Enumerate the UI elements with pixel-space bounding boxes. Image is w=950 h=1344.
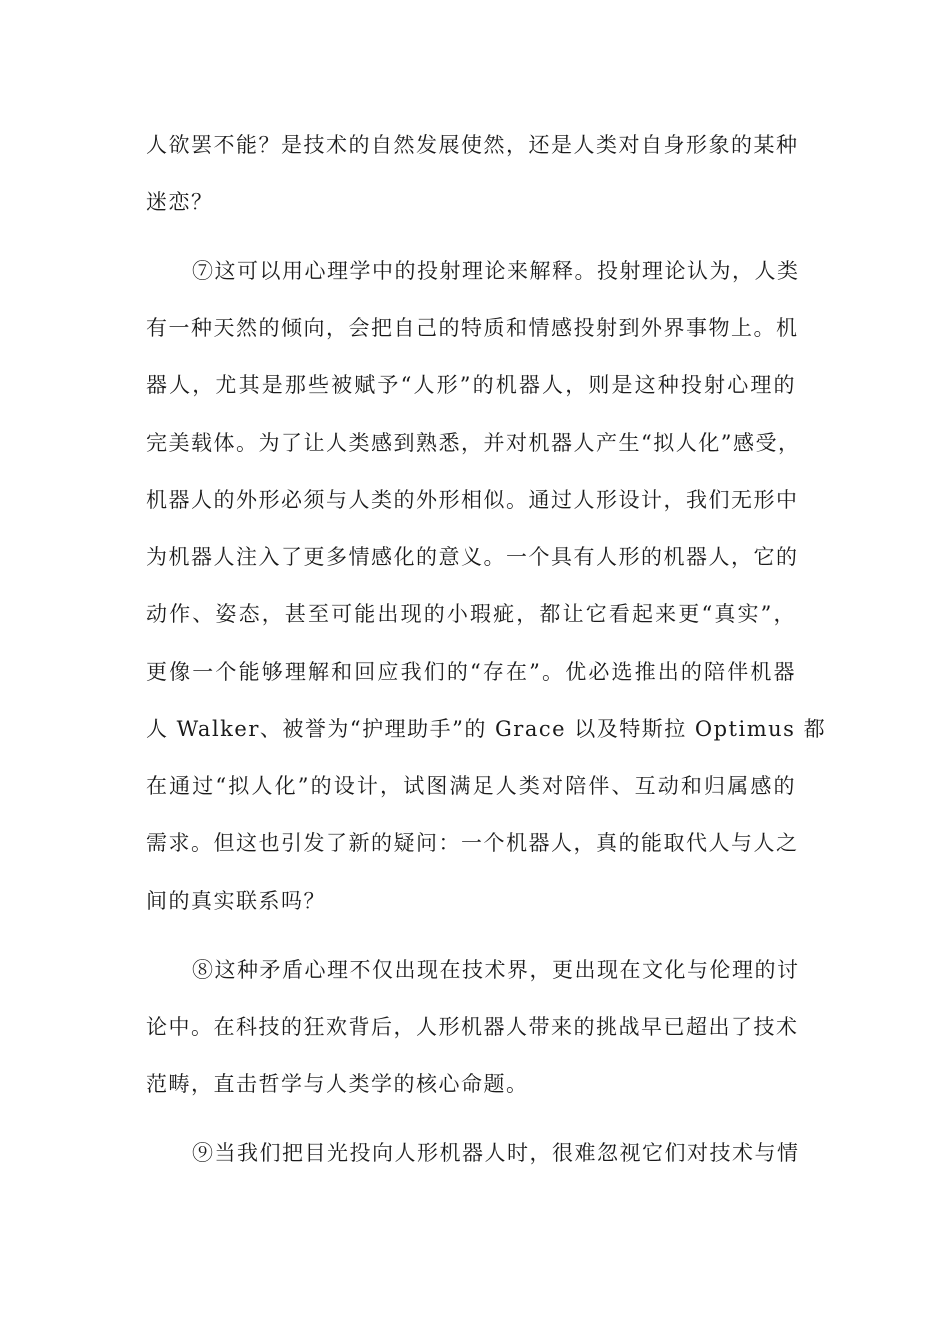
text-line: 间的真实联系吗？ xyxy=(146,889,326,913)
text-line: 更像一个能够理解和回应我们的“存在”。优必选推出的陪伴机器 xyxy=(146,660,796,684)
paragraph-7-first-line: ⑦这可以用心理学中的投射理论来解释。投射理论认为，人类 xyxy=(192,259,800,283)
text-line: 器人，尤其是那些被赋予“人形”的机器人，则是这种投射心理的 xyxy=(146,373,796,397)
text-line: 人 Walker、被誉为“护理助手”的 Grace 以及特斯拉 Optimus 都 xyxy=(146,717,827,741)
text-line: 有一种天然的倾向，会把自己的特质和情感投射到外界事物上。机 xyxy=(146,316,799,340)
text-line: 完美载体。为了让人类感到熟悉，并对机器人产生“拟人化”感受， xyxy=(146,431,801,455)
text-line: 迷恋？ xyxy=(146,190,214,214)
text-line: 在通过“拟人化”的设计，试图满足人类对陪伴、互动和归属感的 xyxy=(146,774,796,798)
text-line: 机器人的外形必须与人类的外形相似。通过人形设计，我们无形中 xyxy=(146,488,799,512)
text-line: 需求。但这也引发了新的疑问：一个机器人，真的能取代人与人之 xyxy=(146,831,799,855)
text-line: 范畴，直击哲学与人类学的核心命题。 xyxy=(146,1072,529,1096)
paragraph-8-first-line: ⑧这种矛盾心理不仅出现在技术界，更出现在文化与伦理的讨 xyxy=(192,958,800,982)
text-line: 人欲罢不能？是技术的自然发展使然，还是人类对自身形象的某种 xyxy=(146,133,799,157)
text-line: 为机器人注入了更多情感化的意义。一个具有人形的机器人，它的 xyxy=(146,545,799,569)
text-line: 论中。在科技的狂欢背后，人形机器人带来的挑战早已超出了技术 xyxy=(146,1015,799,1039)
text-line: 动作、姿态，甚至可能出现的小瑕疵，都让它看起来更“真实”， xyxy=(146,602,796,626)
paragraph-9-first-line: ⑨当我们把目光投向人形机器人时，很难忽视它们对技术与情 xyxy=(192,1141,800,1165)
